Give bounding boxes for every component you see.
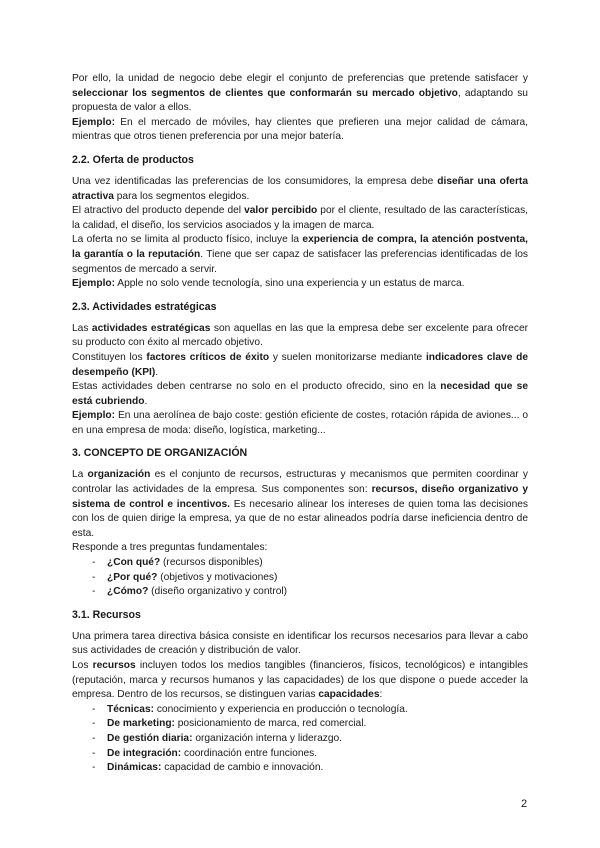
- paragraph: [72, 322, 528, 351]
- bold-text: De integración:: [107, 747, 182, 759]
- text-run: (diseño organizativo y control): [148, 586, 288, 598]
- text-run: La oferta no se limita al producto físico, incluye la: [72, 234, 303, 246]
- paragraph: [72, 175, 528, 204]
- text-run: (recursos disponibles): [160, 557, 263, 569]
- text-run: es el conjunto de recursos, estructuras y mecanismos que permiten coordinar y controlar las actividades de la empresa. Sus componentes son:: [72, 469, 528, 496]
- text-run: Estas actividades deben centrarse no solo en el producto ofrecido, sino en la: [72, 381, 441, 393]
- text-run: Una primera tarea directiva básica consiste en identificar los recursos necesarios para llevar a cabo sus actividades de creación y distribución de valor.: [72, 630, 528, 657]
- bold-text: indicadores clave de desempeño (KPI): [72, 351, 528, 378]
- bold-text: ¿Con qué?: [107, 557, 161, 569]
- list-item: [92, 571, 528, 586]
- example-paragraph: [72, 409, 528, 438]
- bold-text: De marketing:: [107, 718, 175, 730]
- text-run: Una vez identificadas las preferencias de los consumidores, la empresa debe: [72, 175, 438, 187]
- example-paragraph: [72, 277, 528, 292]
- bold-text: organización: [87, 469, 151, 481]
- bold-text: ¿Por qué?: [107, 571, 158, 583]
- list-item: [92, 703, 528, 718]
- text-run: conocimiento y experiencia en producción o tecnología.: [154, 703, 408, 715]
- bold-text: Ejemplo:: [72, 410, 116, 422]
- bold-text: valor percibido: [244, 205, 318, 217]
- text-run: organización interna y liderazgo.: [192, 732, 342, 744]
- section-heading: 2.3. Actividades estratégicas: [72, 300, 217, 313]
- text-run: .: [144, 395, 148, 407]
- paragraph: [72, 468, 528, 541]
- bold-text: recursos, diseño organizativo y sistema de control e incentivos.: [72, 484, 529, 510]
- text-run: posicionamiento de marca, red comercial.: [174, 718, 367, 730]
- text-run: (objetivos y motivaciones): [157, 571, 278, 583]
- bold-text: diseñar una oferta atractiva: [72, 175, 528, 202]
- text-run: Apple no solo vende tecnología, sino una experiencia y un estatus de marca.: [115, 278, 465, 290]
- list-item: [92, 732, 528, 747]
- capabilities-list: [72, 703, 528, 776]
- paragraph: [72, 204, 528, 233]
- questions-list: [72, 556, 528, 600]
- text-run: para los segmentos elegidos.: [113, 190, 250, 202]
- paragraph: [72, 72, 528, 116]
- bold-text: Técnicas:: [107, 703, 154, 715]
- list-item: [92, 585, 528, 600]
- text-run: :: [379, 689, 383, 701]
- bold-text: necesidad que se está cubriendo: [72, 381, 528, 407]
- bold-text: Dinámicas:: [107, 762, 162, 774]
- bold-text: ¿Cómo?: [107, 586, 149, 598]
- text-run: La: [72, 469, 88, 481]
- bold-text: recursos: [92, 660, 136, 671]
- text-run: incluyen todos los medios tangibles (financieros, físicos, tecnológicos) e intangibles (reputación, marca y recursos humanos y las capacidades) de los que dispone o puede acceder la empresa. Dentro de los recursos, se distinguen varias: [72, 660, 528, 701]
- bold-text: Ejemplo:: [72, 278, 116, 290]
- bold-text: seleccionar los segmentos de clientes que conformarán su mercado objetivo: [72, 87, 458, 99]
- list-item: [92, 556, 528, 571]
- bold-text: experiencia de compra, la atención postventa, la garantía o la reputación: [72, 234, 528, 260]
- text-run: , adaptando su propuesta de valor a ellos.: [72, 87, 528, 114]
- text-run: Es necesario alinear los intereses de quien toma las decisiones con los de quien dirige la empresa, ya que de no estar alineados podría darse ineficiencia dentro de esta.: [72, 498, 529, 539]
- bold-text: capacidades: [318, 689, 380, 701]
- bold-text: De gestión diaria:: [107, 732, 193, 744]
- paragraph: [72, 659, 528, 703]
- list-item: [92, 747, 528, 762]
- text-run: Constituyen los: [72, 351, 147, 363]
- text-run: coordinación entre funciones.: [181, 747, 318, 759]
- text-run: Por ello, la unidad de negocio debe elegir el conjunto de preferencias que pretende satisfacer y: [72, 73, 528, 84]
- text-run: En el mercado de móviles, hay clientes que prefieren una mejor calidad de cámara, mientras que otros tienen preferencia por una mejor batería.: [72, 116, 528, 143]
- section-heading: 2.2. Oferta de productos: [72, 153, 194, 166]
- page-number: 2: [521, 798, 528, 810]
- section-heading: 3. CONCEPTO DE ORGANIZACIÓN: [72, 447, 248, 460]
- list-item: [92, 717, 528, 732]
- list-item: [92, 761, 528, 776]
- bold-text: actividades estratégicas: [91, 322, 211, 334]
- example-paragraph: [72, 116, 528, 145]
- text-run: . Tiene que ser capaz de satisfacer las preferencias identificadas de los segmentos de mercado a servir.: [72, 248, 528, 275]
- paragraph: [72, 630, 528, 659]
- text-run: son aquellas en las que la empresa debe ser excelente para ofrecer su producto con éxito al mercado objetivo.: [72, 322, 529, 349]
- paragraph: [72, 233, 528, 277]
- text-run: capacidad de cambio e innovación.: [161, 762, 324, 774]
- bold-text: factores críticos de éxito: [146, 351, 270, 363]
- text-run: El atractivo del producto depende del: [72, 205, 245, 217]
- paragraph: [72, 351, 528, 380]
- text-run: Las: [72, 322, 92, 334]
- text-run: por el cliente, resultado de las características, la calidad, el diseño, los servicios asociados y la imagen de marca.: [72, 205, 528, 231]
- paragraph: [72, 380, 528, 409]
- section-heading: 3.1. Recursos: [72, 608, 141, 621]
- text-run: Los: [72, 660, 93, 671]
- bold-text: Ejemplo:: [72, 116, 116, 128]
- text-run: y suelen monitorizarse mediante: [269, 351, 426, 363]
- paragraph: Responde a tres preguntas fundamentales:: [72, 542, 268, 554]
- text-run: .: [155, 366, 159, 378]
- text-run: En una aerolínea de bajo coste: gestión eficiente de costes, rotación rápida de aviones... o en una empresa de moda: diseño, logística, marketing...: [72, 410, 528, 436]
- document-page: [72, 72, 528, 776]
